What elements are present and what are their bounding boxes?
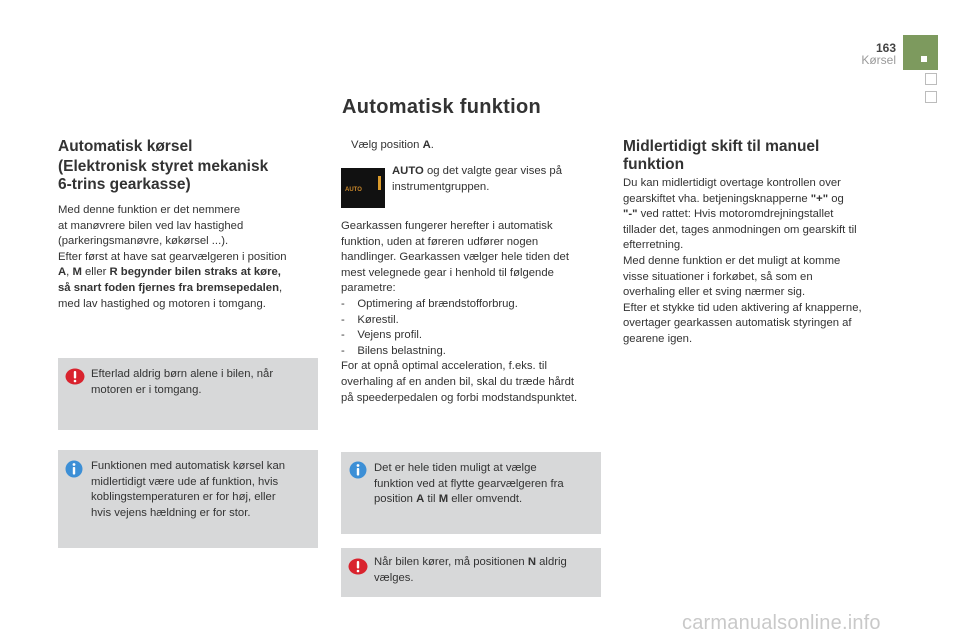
warning-icon [348, 558, 368, 575]
text-line: AUTO og det valgte gear vises på [392, 165, 562, 177]
text-line: Efter først at have sat gearvælgeren i position [58, 250, 287, 263]
middle-paragraph [341, 219, 606, 406]
right-paragraph [623, 176, 898, 348]
auto-display-icon [341, 168, 385, 208]
left-subheading-line: 6-trins gearkasse) [58, 176, 191, 193]
info-icon [349, 461, 367, 479]
chapter-tab [903, 35, 938, 70]
text-line: (parkeringsmanøvre, køkørsel ...). [58, 235, 229, 248]
text-line: Funktionen med automatisk kørsel kan [91, 460, 286, 472]
list-item: - Bilens belastning. [341, 344, 446, 357]
text-line: funktion, uden at føreren udfører nogen [341, 235, 539, 248]
warning-note [58, 358, 318, 430]
left-subheading [58, 158, 268, 194]
text-line: handlinger. Gearkassen vælger hele tiden det [341, 251, 569, 264]
text-line: funktion [623, 156, 685, 173]
step-line: Vælg position A. [351, 139, 434, 151]
gear-indicator-bar [378, 176, 381, 190]
text-line: "-" ved rattet: Hvis motoromdrejningstallet [623, 208, 834, 221]
right-heading [623, 138, 883, 174]
page-title: Automatisk funktion [342, 96, 542, 118]
list-item: - Kørestil. [341, 313, 399, 326]
page-marker-square [925, 91, 937, 103]
text-line: overhaling eller et sving nærmer sig. [623, 286, 806, 299]
text-line: Du kan midlertidigt overtage kontrollen over [623, 177, 841, 189]
text-line: Efterlad aldrig børn alene i bilen, når [91, 368, 274, 380]
text-line: Når bilen kører, må positionen N aldrig [374, 556, 567, 568]
warning-text [91, 367, 313, 398]
text-line: instrumentgruppen. [392, 180, 490, 193]
text-line: Med denne funktion er det nemmere [58, 204, 241, 216]
text-line: mest velegnede gear i henhold til følgende [341, 266, 554, 279]
text-line: Det er hele tiden muligt at vælge [374, 462, 537, 474]
info-note [341, 452, 601, 534]
text-line: Efter et stykke tid uden aktivering af knapperne, [623, 301, 862, 314]
text-line: Midlertidigt skift til manuel [623, 138, 820, 155]
text-line: gearene igen. [623, 332, 693, 345]
warning-note [341, 548, 601, 597]
warning-text [374, 555, 596, 586]
text-line: så snart foden fjernes fra bremsepedalen, [58, 281, 283, 294]
text-line: efterretning. [623, 239, 684, 252]
left-subheading-line: (Elektronisk styret mekanisk [58, 158, 269, 175]
page-marker-square [925, 73, 937, 85]
text-line: gearskiftet vha. betjeningsknapperne "+" og [623, 192, 844, 205]
left-paragraph [58, 203, 313, 312]
text-line: på speederpedalen og forbi modstandspunktet. [341, 391, 578, 404]
info-note [58, 450, 318, 548]
text-line: For at opnå optimal acceleration, f.eks. til [341, 360, 547, 373]
text-line: visse situationer i forkøbet, så som en [623, 270, 813, 283]
watermark: carmanualsonline.info [682, 612, 881, 634]
text-line: vælges. [374, 571, 414, 584]
chapter-tab-marker [921, 56, 927, 62]
text-line: at manøvrere bilen ved lav hastighed [58, 219, 244, 232]
list-item: - Vejens profil. [341, 329, 422, 342]
text-line: position A til M eller omvendt. [374, 493, 523, 506]
text-line: midlertidigt være ude af funktion, hvis [91, 475, 279, 488]
left-heading: Automatisk kørsel [58, 138, 193, 155]
page-number: 163 [875, 41, 896, 55]
auto-description [392, 164, 592, 195]
text-line: hvis vejens hældning er for stor. [91, 506, 251, 519]
text-line: koblingstemperaturen er for høj, eller [91, 491, 276, 504]
info-text [91, 459, 313, 521]
info-text [374, 461, 596, 508]
text-line: parametre: [341, 282, 396, 295]
text-line: Med denne funktion er det muligt at komme [623, 254, 841, 267]
text-line: Gearkassen fungerer herefter i automatisk [341, 220, 553, 232]
section-name: Kørsel [861, 53, 896, 67]
text-line: tillader det, tages anmodningen om gearskift til [623, 223, 857, 236]
auto-display-label: AUTO [345, 187, 362, 193]
text-line: funktion ved at flytte gearvælgeren fra [374, 477, 564, 490]
warning-icon [65, 368, 85, 385]
text-line: overhaling af en anden bil, skal du træde hårdt [341, 375, 574, 388]
text-line: motoren er i tomgang. [91, 383, 202, 396]
text-line: A, M eller R begynder bilen straks at køre, [58, 266, 281, 279]
info-icon [65, 460, 83, 478]
list-item: - Optimering af brændstofforbrug. [341, 297, 518, 310]
text-line: med lav hastighed og motoren i tomgang. [58, 297, 266, 310]
text-line: overtager gearkassen automatisk styringen af [623, 317, 852, 330]
